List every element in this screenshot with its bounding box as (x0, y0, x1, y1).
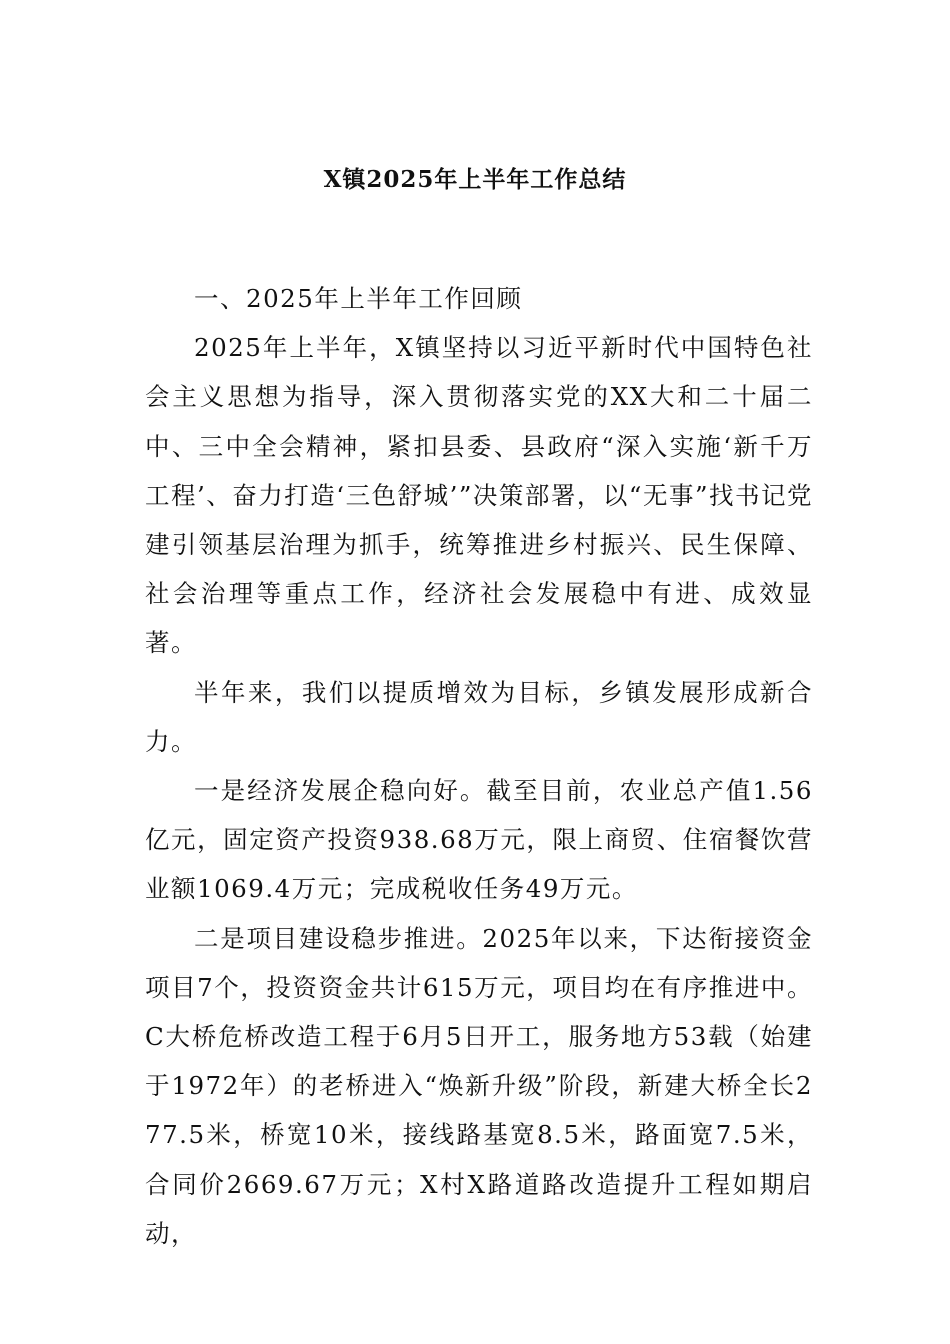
paragraph-overview: 2025年上半年，X镇坚持以习近平新时代中国特色社会主义思想为指导，深入贯彻落实党的XX大和二十届二中、三中全会精神，紧扣县委、县政府“深入实施‘新千万工程’、奋力打造‘三色舒城’”决策部署，以“无事”找书记党建引领基层治理为抓手，统筹推进乡村振兴、民生保障、社会治理等重点工作，经济社会发展稳中有进、成效显著。 (145, 333, 813, 658)
section-heading: 一、2025年上半年工作回顾 (194, 284, 523, 313)
paragraph-economy: 一是经济发展企稳向好。截至目前，农业总产值1.56亿元，固定资产投资938.68万元，限上商贸、住宿餐饮营业额1069.4万元；完成税收任务49万元。 (145, 776, 813, 904)
document-title: X镇2025年上半年工作总结 (323, 166, 627, 193)
document-body (145, 274, 813, 1258)
paragraph-half-year: 半年来，我们以提质增效为目标，乡镇发展形成新合力。 (145, 677, 813, 756)
paragraph-projects: 二是项目建设稳步推进。2025年以来，下达衔接资金项目7个，投资资金共计615万元，项目均在有序推进中。C大桥危桥改造工程于6月5日开工，服务地方53载（始建于1972年）的老桥进入“焕新升级”阶段，新建大桥全长277.5米，桥宽10米，接线路基宽8.5米，路面宽7.5米，合同价2669.67万元；X村X路道路改造提升工程如期启动， (145, 923, 813, 1248)
